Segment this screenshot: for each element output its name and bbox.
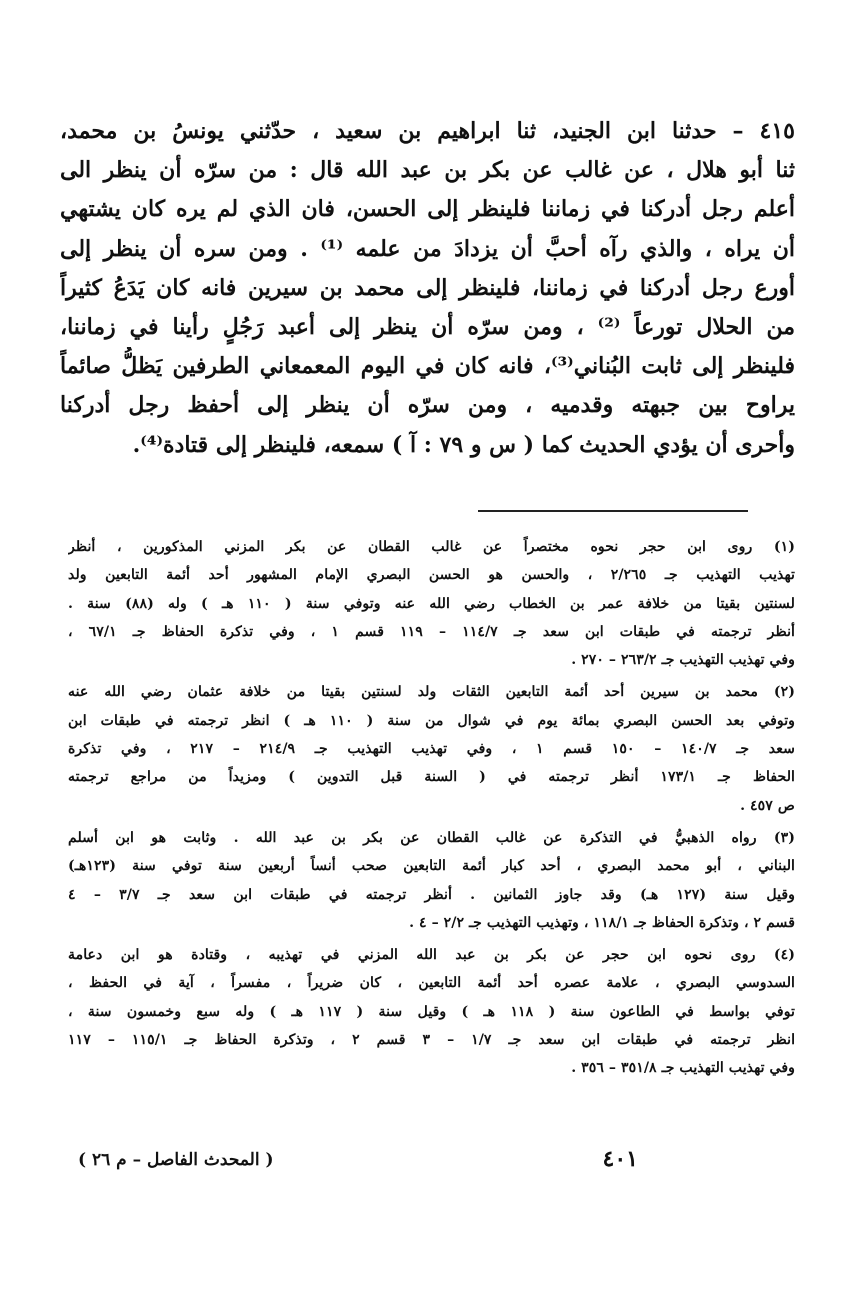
body-text-line: أعلم رجل أدركنا في زماننا فلينظر إلى الحسن، فان الذي لم يره كان يشتهي (60, 196, 795, 223)
footnote-line: (٢) محمد بن سيرين أحد أئمة التابعين الثقات ولد لسنتين بقيتا من خلافة عثمان رضي الله عنه (68, 684, 795, 701)
body-text-line: أن يراه ، والذي رآه أحبَّ أن يزدادَ من علمه ⁽¹⁾ . ومن سره أن ينظر إلى (60, 235, 795, 262)
footnote-line: (١) روى ابن حجر نحوه مختصراً عن غالب القطان عن بكر المزني المذكورين ، أنظر (68, 539, 795, 555)
body-text-line: ثنا أبو هلال ، عن غالب عن بكر بن عبد الله قال : من سرّه أن ينظر الى (60, 157, 795, 184)
body-text-line: من الحلال تورعاً ⁽²⁾ ، ومن سرّه أن ينظر إلى أعبد رَجُلٍ رأينا في زماننا، (60, 313, 795, 340)
footnote-line: وقيل سنة (١٢٧ هـ) وقد جاوز الثمانين . أنظر ترجمته في طبقات ابن سعد جـ ٣/٧ – ٤ (68, 886, 795, 903)
footnote-line: توفي بواسط في الطاعون سنة ( ١١٨ هـ ) وقيل سنة ( ١١٧ هـ ) وله سبع وخمسون سنة ، (68, 1003, 795, 1020)
body-text-line: وأحرى أن يؤدي الحديث كما ( س و ٧٩ : آ ) سمعه، فلينظر إلى قتادة⁽⁴⁾. (132, 431, 795, 458)
footnotes-section (68, 533, 795, 1083)
footnote-line: وتوفي بعد الحسن البصري بمائة يوم في شوال من سنة ( ١١٠ هـ ) انظر ترجمته في طبقات ابن (68, 712, 795, 729)
footnote-4 (68, 941, 795, 1082)
footnote-1 (68, 533, 795, 674)
footnote-line: سعد جـ ١٤٠/٧ – ١٥٠ قسم ١ ، وفي تهذيب التهذيب جـ ٢١٤/٩ – ٢١٧ ، وفي تذكرة (68, 741, 795, 758)
body-text-line: يراوح بين جبهته وقدميه ، ومن سرّه أن ينظر إلى أحفظ رجل أدركنا (60, 392, 795, 419)
footnote-divider (478, 510, 748, 512)
hadith-body-text (60, 112, 795, 465)
body-text-line: ٤١٥ – حدثنا ابن الجنيد، ثنا ابراهيم بن سعيد ، حدّثني يونسُ بن محمد، (60, 118, 795, 144)
footnote-line: وفي تهذيب التهذيب جـ ٢٦٣/٢ – ٢٧٠ . (571, 652, 795, 669)
footnote-line: وفي تهذيب التهذيب جـ ٣٥١/٨ – ٣٥٦ . (571, 1060, 795, 1077)
running-title: ( المحدث الفاصل – م ٢٦ ) (78, 1150, 274, 1170)
footnote-line: الحفاظ جـ ١٧٣/١ أنظر ترجمته في ( السنة قبل التدوين ) ومزيداً من مراجع ترجمته (68, 769, 795, 786)
footnote-line: تهذيب التهذيب جـ ٢/٢٦٥ ، والحسن هو الحسن البصري الإمام المشهور أحد أئمة التابعين ولد (68, 567, 795, 584)
footnote-line: البناني ، أبو محمد البصري ، أحد كبار أئمة التابعين صحب أنساً أربعين سنة توفي سنة (١٢٣هـ) (68, 858, 795, 875)
body-text-line: فلينظر إلى ثابت البُناني⁽³⁾، فانه كان في اليوم المعمعاني الطرفين يَظلُّ صائماً (60, 353, 795, 380)
footnote-line: (٣) رواه الذهبيُّ في التذكرة عن غالب القطان عن بكر بن عبد الله . وثابت هو ابن أسلم (68, 829, 795, 846)
footnote-line: انظر ترجمته في طبقات ابن سعد جـ ١/٧ – ٣ قسم ٢ ، وتذكرة الحفاظ جـ ١١٥/١ – ١١٧ (68, 1032, 795, 1049)
footnote-2 (68, 678, 795, 819)
footnote-line: لسنتين بقيتا من خلافة عمر بن الخطاب رضي الله عنه وتوفي سنة ( ١١٠ هـ ) وله (٨٨) سنة . (68, 595, 795, 612)
body-text-line: أورع رجل أدركنا في زماننا، فلينظر إلى محمد بن سيرين فانه كان يَدَعُ كثيراً (60, 274, 795, 301)
footnote-line: (٤) روى نحوه ابن حجر عن بكر بن عبد الله المزني في تهذيبه ، وقتادة هو ابن دعامة (68, 947, 795, 964)
footnote-line: قسم ٢ ، وتذكرة الحفاظ جـ ١١٨/١ ، وتهذيب التهذيب جـ ٢/٢ – ٤ . (409, 914, 795, 931)
footnote-line: أنظر ترجمته في طبقات ابن سعد جـ ١١٤/٧ – ١١٩ قسم ١ ، وفي تذكرة الحفاظ جـ ٦٧/١ ، (68, 623, 795, 640)
footnote-line: السدوسي البصري ، علامة عصره أحد أئمة التابعين ، كان ضريراً ، مفسراً ، آية في الحفظ ، (68, 975, 795, 992)
footnote-3 (68, 824, 795, 937)
footnote-line: ص ٤٥٧ . (740, 797, 795, 814)
page-number: ٤٠١ (602, 1146, 638, 1172)
page-footer (78, 1140, 638, 1180)
